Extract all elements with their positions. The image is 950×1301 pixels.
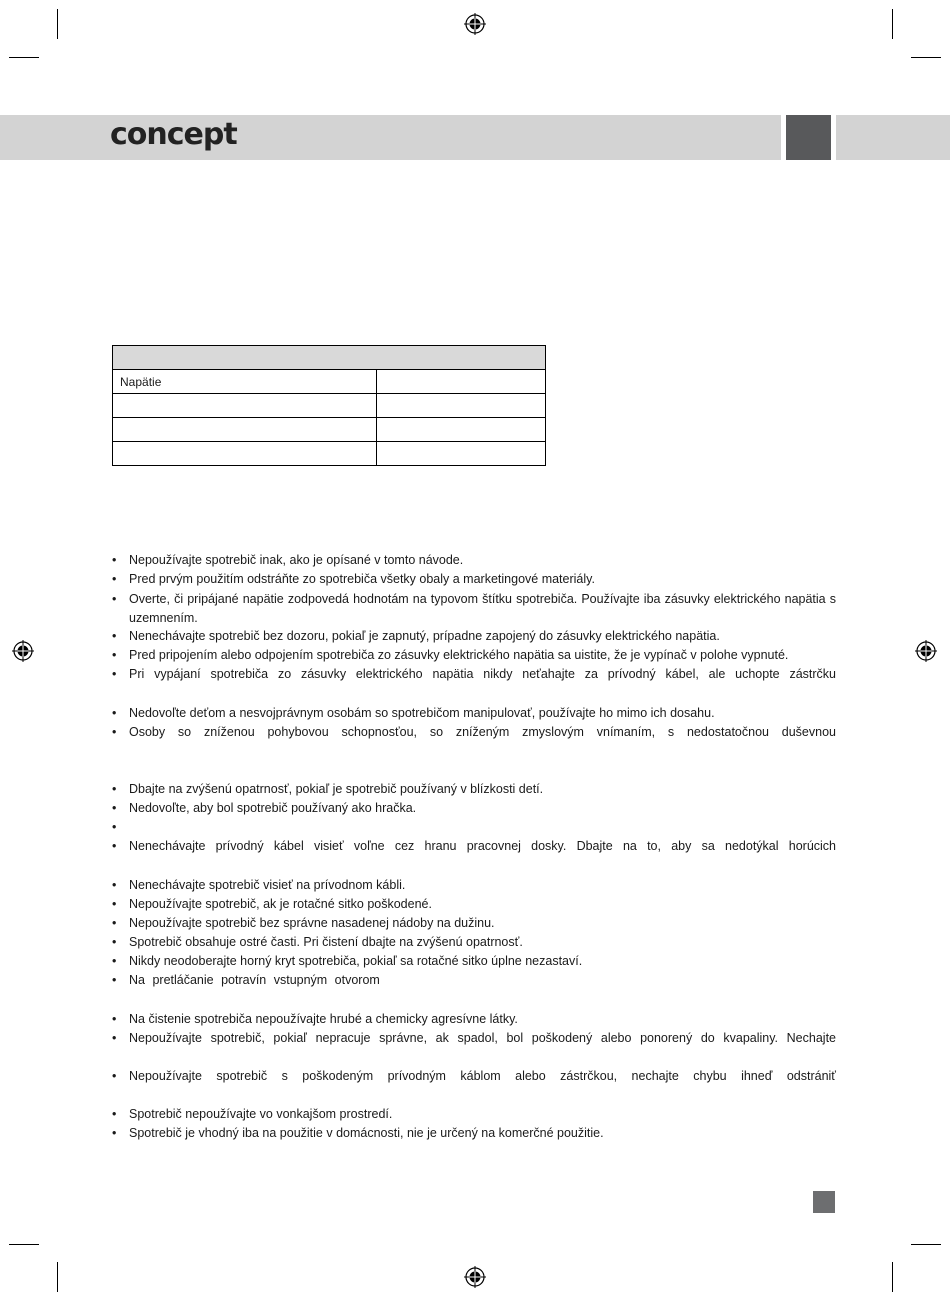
registration-mark-icon bbox=[464, 1266, 486, 1288]
list-item-text: Pri vypájaní spotrebiča zo zásuvky elektrického napätia nikdy neťahajte za prívodný kábel, ale uchopte zástrčku bbox=[129, 667, 836, 681]
list-item-text: Spotrebič nepoužívajte vo vonkajšom prostredí. bbox=[129, 1107, 393, 1121]
bullet-glyph: • bbox=[112, 572, 117, 586]
list-item bbox=[112, 837, 836, 856]
list-item-text: Nepoužívajte spotrebič, pokiaľ nepracuje správne, ak spadol, bol poškodený alebo ponorený do kvapaliny. Nechajte bbox=[129, 1031, 836, 1045]
registration-mark-icon bbox=[464, 13, 486, 35]
list-item-text: Pred prvým použitím odstráňte zo spotrebiča všetky obaly a marketingové materiály. bbox=[129, 572, 595, 586]
list-item bbox=[112, 933, 836, 952]
bullet-glyph: • bbox=[112, 820, 117, 834]
crop-mark bbox=[911, 57, 941, 58]
list-item-text: Na čistenie spotrebiča nepoužívajte hrubé a chemicky agresívne látky. bbox=[129, 1012, 518, 1026]
list-item bbox=[112, 971, 836, 990]
list-item-text: Nepoužívajte spotrebič s poškodeným prívodným káblom alebo zástrčkou, nechajte chybu ihneď odstrániť bbox=[129, 1069, 836, 1083]
list-item bbox=[112, 1067, 836, 1086]
list-item-text: Nepoužívajte spotrebič bez správne nasadenej nádoby na dužinu. bbox=[129, 916, 495, 930]
list-item-text: Nikdy neodoberajte horný kryt spotrebiča, pokiaľ sa rotačné sitko úplne nezastaví. bbox=[129, 954, 583, 968]
bullet-glyph: • bbox=[112, 839, 117, 853]
list-item bbox=[112, 895, 836, 914]
bullet-glyph: • bbox=[112, 782, 117, 796]
spec-value bbox=[377, 418, 546, 442]
crop-mark bbox=[57, 1262, 58, 1292]
list-item bbox=[112, 914, 836, 933]
spec-label: Napätie bbox=[113, 370, 377, 394]
list-item bbox=[112, 627, 836, 646]
table-row bbox=[113, 370, 546, 394]
crop-mark bbox=[911, 1244, 941, 1245]
list-item bbox=[112, 570, 836, 589]
list-item bbox=[112, 1124, 836, 1143]
spec-table-header-cell bbox=[113, 346, 546, 370]
list-item-text: Osoby so zníženou pohybovou schopnosťou, so zníženým zmyslovým vnímaním, s nedostatočnou duševnou bbox=[129, 725, 836, 739]
header-tab-block bbox=[786, 115, 831, 160]
spec-value bbox=[377, 370, 546, 394]
spec-label bbox=[113, 394, 377, 418]
spec-value bbox=[377, 394, 546, 418]
list-item-text: Na pretláčanie potravín vstupným otvorom bbox=[129, 973, 380, 987]
list-item-text: Nenechávajte prívodný kábel visieť voľne cez hranu pracovnej dosky. Dbajte na to, aby sa nedotýkal horúcich bbox=[129, 839, 836, 853]
registration-mark-icon bbox=[915, 640, 937, 662]
list-item bbox=[112, 876, 836, 895]
list-item bbox=[112, 665, 836, 684]
list-item-text: Pred pripojením alebo odpojením spotrebiča zo zásuvky elektrického napätia sa uistite, že je vypínač v polohe vypnuté. bbox=[129, 648, 789, 662]
crop-mark bbox=[9, 1244, 39, 1245]
spec-label bbox=[113, 442, 377, 466]
bullet-glyph: • bbox=[112, 954, 117, 968]
spec-label bbox=[113, 418, 377, 442]
list-item bbox=[112, 952, 836, 971]
bullet-glyph: • bbox=[112, 1012, 117, 1026]
crop-mark bbox=[892, 9, 893, 39]
brand-logo: concept bbox=[110, 117, 237, 152]
bullet-glyph: • bbox=[112, 1126, 117, 1140]
table-row bbox=[113, 442, 546, 466]
bullet-glyph: • bbox=[112, 667, 117, 681]
list-item bbox=[112, 646, 836, 665]
bullet-glyph: • bbox=[112, 629, 117, 643]
bullet-glyph: • bbox=[112, 1107, 117, 1121]
table-row bbox=[113, 418, 546, 442]
bullet-glyph: • bbox=[112, 916, 117, 930]
registration-mark-icon bbox=[12, 640, 34, 662]
list-item bbox=[112, 723, 836, 742]
page-marker-square bbox=[813, 1191, 835, 1213]
list-item-text: Nenechávajte spotrebič visieť na prívodnom kábli. bbox=[129, 878, 406, 892]
list-item bbox=[112, 780, 836, 799]
bullet-glyph: • bbox=[112, 706, 117, 720]
list-item-text: Nenechávajte spotrebič bez dozoru, pokiaľ je zapnutý, prípadne zapojený do zásuvky elektrického napätia. bbox=[129, 629, 720, 643]
list-item-text: Overte, či pripájané napätie zodpovedá hodnotám na typovom štítku spotrebiča. Používajte iba zásuvky elektrického napätia s uzemnením. bbox=[129, 592, 836, 625]
list-item-text: Nepoužívajte spotrebič inak, ako je opísané v tomto návode. bbox=[129, 553, 464, 567]
crop-mark bbox=[9, 57, 39, 58]
bullet-glyph: • bbox=[112, 878, 117, 892]
crop-mark bbox=[57, 9, 58, 39]
bullet-glyph: • bbox=[112, 592, 117, 606]
header-band-right bbox=[836, 115, 950, 160]
spec-table-header bbox=[113, 346, 546, 370]
list-item bbox=[112, 1010, 836, 1029]
bullet-glyph: • bbox=[112, 935, 117, 949]
list-item-text: Nepoužívajte spotrebič, ak je rotačné sitko poškodené. bbox=[129, 897, 432, 911]
bullet-glyph: • bbox=[112, 648, 117, 662]
list-item bbox=[112, 1105, 836, 1124]
list-item-text: Nedovoľte, aby bol spotrebič používaný ako hračka. bbox=[129, 801, 417, 815]
bullet-glyph: • bbox=[112, 973, 117, 987]
list-item bbox=[112, 590, 836, 628]
list-item-text: Spotrebič je vhodný iba na použitie v domácnosti, nie je určený na komerčné použitie. bbox=[129, 1126, 604, 1140]
list-item-text: Dbajte na zvýšenú opatrnosť, pokiaľ je spotrebič používaný v blízkosti detí. bbox=[129, 782, 544, 796]
bullet-glyph: • bbox=[112, 553, 117, 567]
table-row bbox=[113, 394, 546, 418]
bullet-glyph: • bbox=[112, 725, 117, 739]
list-item-text: Spotrebič obsahuje ostré časti. Pri čistení dbajte na zvýšenú opatrnosť. bbox=[129, 935, 523, 949]
list-item bbox=[112, 704, 836, 723]
list-item-text: Nedovoľte deťom a nesvojprávnym osobám so spotrebičom manipulovať, používajte ho mimo ich dosahu. bbox=[129, 706, 715, 720]
bullet-glyph: • bbox=[112, 1031, 117, 1045]
list-item bbox=[112, 799, 836, 818]
list-item bbox=[112, 551, 836, 570]
bullet-glyph: • bbox=[112, 897, 117, 911]
bullet-glyph: • bbox=[112, 801, 117, 815]
crop-mark bbox=[892, 1262, 893, 1292]
spec-value bbox=[377, 442, 546, 466]
bullet-glyph: • bbox=[112, 1069, 117, 1083]
list-item bbox=[112, 1029, 836, 1048]
spec-table bbox=[112, 345, 546, 466]
